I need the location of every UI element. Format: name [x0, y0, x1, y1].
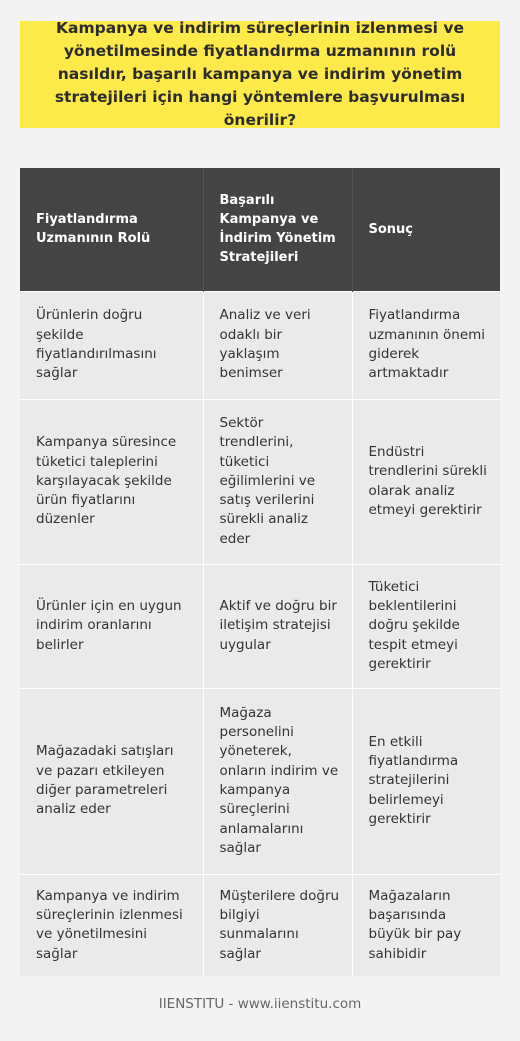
table-row: [20, 688, 500, 874]
table-cell: Ürünlerin doğru şekilde fiyatlandırılmasını sağlar: [20, 291, 203, 399]
column-header-result: Sonuç: [352, 168, 500, 291]
table-row: [20, 399, 500, 564]
table-cell: Endüstri trendlerini sürekli olarak analiz etmeyi gerektirir: [352, 399, 500, 564]
page-title: Kampanya ve indirim süreçlerinin izlenmesi ve yönetilmesinde fiyatlandırma uzmanının rolü nasıldır, başarılı kampanya ve indirim yönetim stratejileri için hangi yöntemlere başvurulması önerilir?: [54, 19, 466, 129]
table-cell: Kampanya ve indirim süreçlerinin izlenmesi ve yönetilmesini sağlar: [20, 874, 203, 976]
column-header-strategies: Başarılı Kampanya ve İndirim Yönetim Stratejileri: [203, 168, 352, 291]
table-cell: Kampanya süresince tüketici taleplerini karşılayacak şekilde ürün fiyatlarını düzenler: [20, 399, 203, 564]
table-cell: En etkili fiyatlandırma stratejilerini belirlemeyi gerektirir: [352, 688, 500, 874]
table-row: [20, 874, 500, 976]
column-header-role: Fiyatlandırma Uzmanının Rolü: [20, 168, 203, 291]
title-banner: [20, 21, 500, 128]
table-cell: Mağazaların başarısında büyük bir pay sahibidir: [352, 874, 500, 976]
table-row: [20, 564, 500, 688]
table-cell: Ürünler için en uygun indirim oranlarını belirler: [20, 564, 203, 688]
table-row: [20, 291, 500, 399]
table-cell: Fiyatlandırma uzmanının önemi giderek artmaktadır: [352, 291, 500, 399]
table-cell: Tüketici beklentilerini doğru şekilde tespit etmeyi gerektirir: [352, 564, 500, 688]
table-cell: Mağaza personelini yöneterek, onların indirim ve kampanya süreçlerini anlamalarını sağlar: [203, 688, 352, 874]
info-table: [20, 168, 500, 976]
footer-credit: IIENSTITU - www.iienstitu.com: [158, 996, 362, 1012]
table-cell: Aktif ve doğru bir iletişim stratejisi uygular: [203, 564, 352, 688]
table-cell: Sektör trendlerini, tüketici eğilimlerini ve satış verilerini sürekli analiz eder: [203, 399, 352, 564]
table-cell: Mağazadaki satışları ve pazarı etkileyen diğer parametreleri analiz eder: [20, 688, 203, 874]
table-cell: Müşterilere doğru bilgiyi sunmalarını sağlar: [203, 874, 352, 976]
table-cell: Analiz ve veri odaklı bir yaklaşım benimser: [203, 291, 352, 399]
table-header-row: [20, 168, 500, 291]
